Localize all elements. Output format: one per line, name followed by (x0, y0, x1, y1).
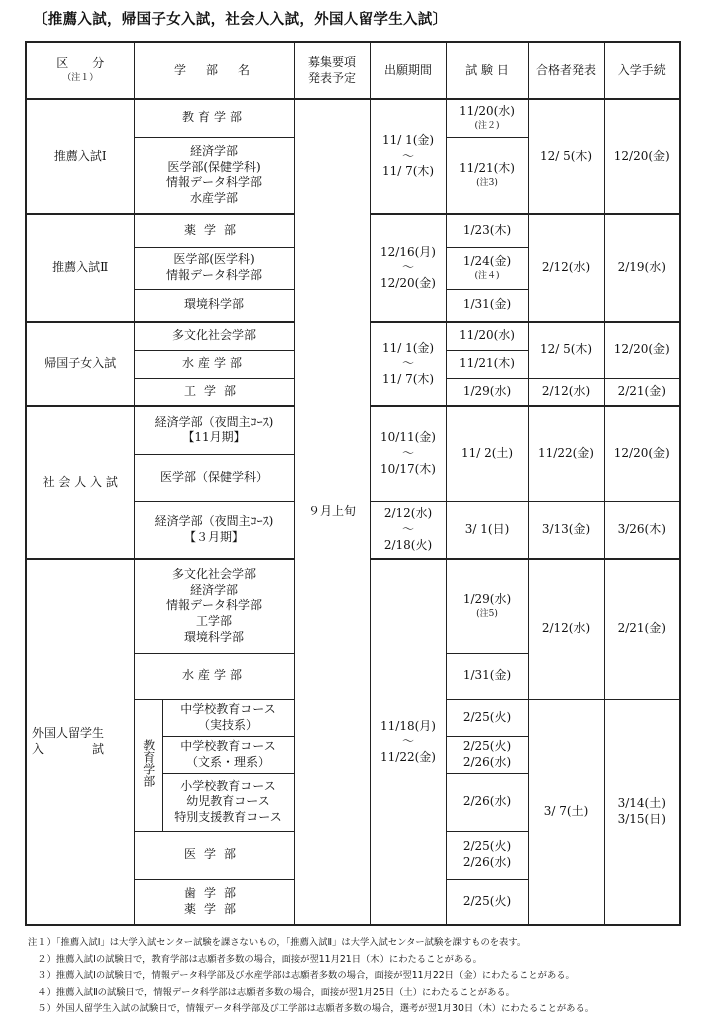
application-period: 12/16(月) 〜 12/20(金) (370, 214, 446, 322)
exam-date: 1/29(水) (注5) (446, 559, 528, 653)
category-suisen1: 推薦入試Ⅰ (26, 99, 134, 214)
header-row (26, 42, 680, 99)
enroll-date: 3/26(木) (604, 501, 680, 559)
exam-date: 11/21(木) (446, 350, 528, 378)
enroll-date: 2/21(金) (604, 559, 680, 699)
exam-date: 2/25(火) 2/26(水) (446, 736, 528, 773)
exam-date: 11/20(水) (446, 322, 528, 350)
exam-date: 2/25(火) (446, 699, 528, 736)
faculty-cell: 多文化社会学部 経済学部 情報データ科学部 工学部 環境科学部 (134, 559, 294, 653)
announce-date: ９月上旬 (294, 99, 370, 925)
edu-faculty-label: 教育学部 (134, 699, 162, 831)
exam-date: 1/31(金) (446, 653, 528, 699)
exam-date: 1/24(金) (注４) (446, 247, 528, 289)
enroll-date: 3/14(土) 3/15(日) (604, 699, 680, 925)
enroll-date: 12/20(金) (604, 99, 680, 214)
faculty-cell: 薬学部 (134, 214, 294, 247)
result-date: 3/13(金) (528, 501, 604, 559)
enroll-date: 2/21(金) (604, 378, 680, 406)
result-date: 11/22(金) (528, 406, 604, 501)
faculty-cell: 小学校教育コース 幼児教育コース 特別支援教育コース (162, 773, 294, 831)
faculty-cell: 歯学部 薬学部 (134, 879, 294, 925)
exam-date: 2/26(水) (446, 773, 528, 831)
header-faculty: 学 部 名 (134, 42, 294, 99)
application-period: 11/18(月) 〜 11/22(金) (370, 559, 446, 925)
exam-date: 3/ 1(日) (446, 501, 528, 559)
faculty-cell: 多文化社会学部 (134, 322, 294, 350)
faculty-cell: 医学部（保健学科） (134, 454, 294, 501)
result-date: 3/ 7(土) (528, 699, 604, 925)
footnotes (28, 935, 594, 1018)
admission-schedule-table (25, 41, 681, 926)
footnote: 注１）「推薦入試Ⅰ」は大学入試センター試験を課さないもの，「推薦入試Ⅱ」は大学入試センター試験を課すものを表す。 (28, 937, 527, 948)
category-ryugaku: 外国人留学生 入 試 (26, 559, 134, 925)
exam-date: 11/ 2(土) (446, 406, 528, 501)
application-period: 10/11(金) 〜 10/17(木) (370, 406, 446, 501)
application-period: 11/ 1(金) 〜 11/ 7(木) (370, 322, 446, 406)
faculty-cell: 医学部(医学科) 情報データ科学部 (134, 247, 294, 289)
header-exam-date: 試 験 日 (446, 42, 528, 99)
header-category: 区 分 （注１） (26, 42, 134, 99)
faculty-cell: 水産学部 (134, 350, 294, 378)
footnote: ４）推薦入試Ⅱの試験日で，情報データ科学部は志願者多数の場合，面接が翌1月25日（土）にわたることがある。 (28, 986, 515, 998)
exam-date: 1/29(水) (446, 378, 528, 406)
faculty-cell: 経済学部（夜間主ｺｰｽ) 【11月期】 (134, 406, 294, 454)
category-kikoku: 帰国子女入試 (26, 322, 134, 406)
category-shakai: 社 会 人 入 試 (26, 406, 134, 559)
application-period: 11/ 1(金) 〜 11/ 7(木) (370, 99, 446, 214)
result-date: 2/12(水) (528, 559, 604, 699)
result-date: 12/ 5(木) (528, 322, 604, 378)
faculty-cell: 水産学部 (134, 653, 294, 699)
footnote: ３）推薦入試Ⅰの試験日で，情報データ科学部及び水産学部は志願者多数の場合，面接が翌11月22日（金）にわたることがある。 (28, 970, 575, 982)
result-date: 12/ 5(木) (528, 99, 604, 214)
faculty-cell: 医学部 (134, 831, 294, 879)
page-title: 〔推薦入試，帰国子女入試，社会人入試，外国人留学生入試〕 (33, 12, 448, 28)
exam-date: 1/31(金) (446, 289, 528, 322)
header-enroll: 入学手続 (604, 42, 680, 99)
faculty-cell: 経済学部（夜間主ｺｰｽ) 【３月期】 (134, 501, 294, 559)
exam-date: 11/21(木) (注3) (446, 137, 528, 214)
result-date: 2/12(水) (528, 214, 604, 322)
category-suisen2: 推薦入試Ⅱ (26, 214, 134, 322)
faculty-cell: 経済学部 医学部(保健学科) 情報データ科学部 水産学部 (134, 137, 294, 214)
faculty-cell: 教育学部 (134, 99, 294, 137)
faculty-cell: 工学部 (134, 378, 294, 406)
faculty-cell: 中学校教育コース （文系・理系） (162, 736, 294, 773)
faculty-cell: 中学校教育コース （実技系） (162, 699, 294, 736)
exam-date: 2/25(火) 2/26(水) (446, 831, 528, 879)
header-result: 合格者発表 (528, 42, 604, 99)
header-application: 出願期間 (370, 42, 446, 99)
exam-date: 2/25(火) (446, 879, 528, 925)
footnote: ５）外国人留学生入試の試験日で，情報データ科学部及び工学部は志願者多数の場合，選考が翌1月30日（木）にわたることがある。 (28, 1003, 595, 1015)
table-row (26, 99, 680, 137)
exam-date: 11/20(水) (注２) (446, 99, 528, 137)
enroll-date: 12/20(金) (604, 322, 680, 378)
enroll-date: 12/20(金) (604, 406, 680, 501)
application-period: 2/12(水) 〜 2/18(火) (370, 501, 446, 559)
result-date: 2/12(水) (528, 378, 604, 406)
footnote: ２）推薦入試Ⅰの試験日で，教育学部は志願者多数の場合，面接が翌11月21日（木）にわたることがある。 (28, 953, 482, 965)
exam-date: 1/23(木) (446, 214, 528, 247)
header-announce: 募集要項 発表予定 (294, 42, 370, 99)
enroll-date: 2/19(水) (604, 214, 680, 322)
faculty-cell: 環境科学部 (134, 289, 294, 322)
